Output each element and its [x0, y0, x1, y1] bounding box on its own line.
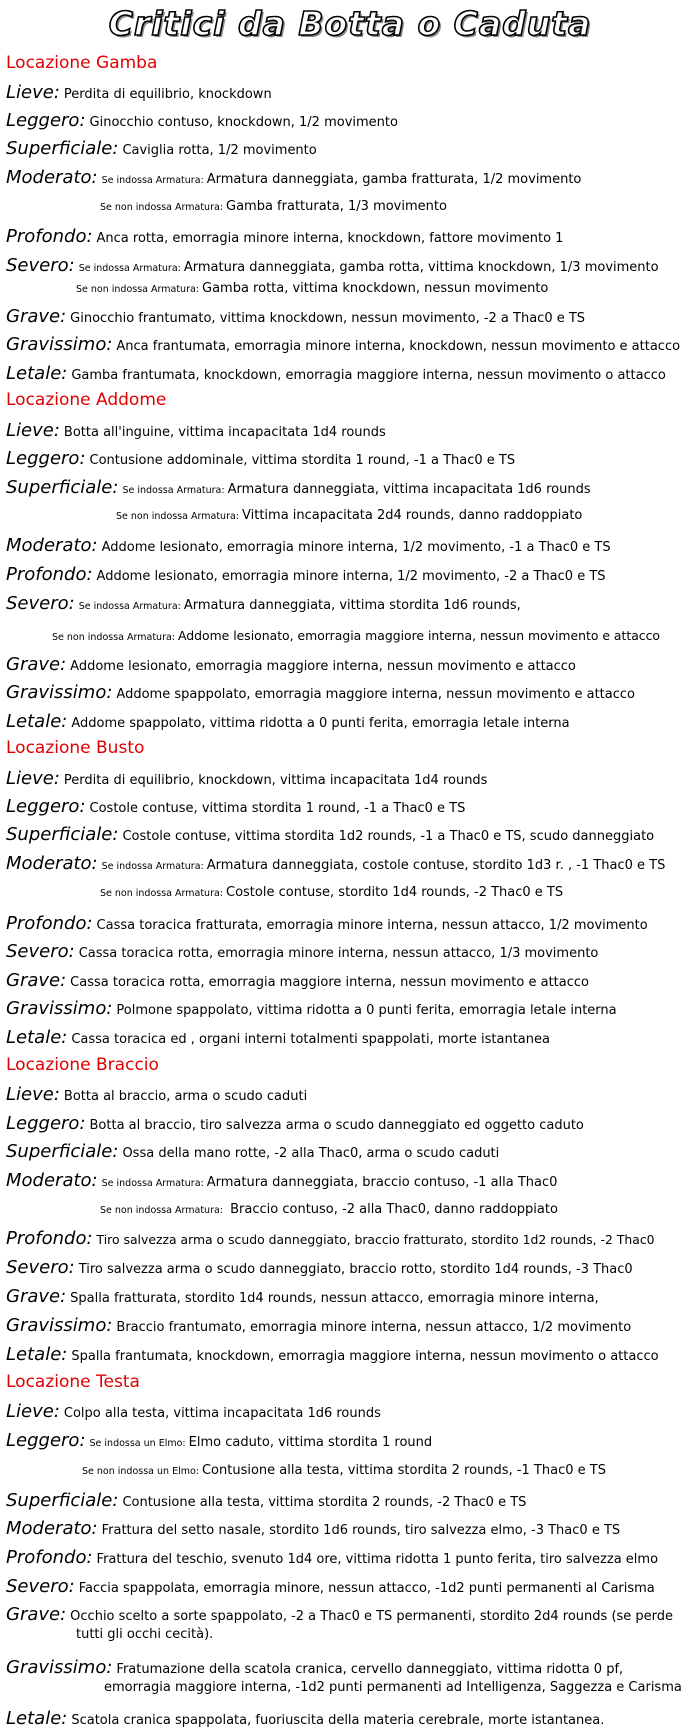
level-label: Lieve: — [6, 1084, 60, 1105]
level-label: Grave: — [6, 1604, 67, 1625]
entry-testa-leggero-alt — [82, 1463, 606, 1478]
entry-text: Frattura del setto nasale, stordito 1d6 rounds, tiro salvezza elmo, -3 Thac0 e TS — [101, 1523, 621, 1538]
level-label: Leggero: — [6, 1113, 86, 1134]
condition-label: Se indossa Armatura: — [101, 1178, 204, 1189]
entry-text: Contusione alla testa, vittima stordita 2 rounds, -2 Thac0 e TS — [122, 1495, 527, 1510]
entry-testa-gravissimo — [6, 1657, 623, 1678]
level-label: Moderato: — [6, 535, 98, 556]
level-label: Moderato: — [6, 1518, 98, 1539]
condition-label: Se non indossa Armatura: — [100, 202, 223, 213]
entry-addome-grave — [6, 654, 576, 675]
condition-label: Se indossa un Elmo: — [89, 1438, 186, 1449]
entry-busto-grave — [6, 970, 589, 991]
entry-addome-profondo — [6, 564, 606, 585]
level-label: Lieve: — [6, 420, 60, 441]
level-label: Leggero: — [6, 1430, 86, 1451]
level-label: Moderato: — [6, 167, 98, 188]
level-label: Grave: — [6, 1286, 67, 1307]
entry-text: Armatura danneggiata, gamba rotta, vittima knockdown, 1/3 movimento — [183, 260, 659, 275]
entry-busto-moderato-alt — [100, 885, 563, 900]
level-label: Letale: — [6, 1708, 68, 1729]
entry-text: Gamba rotta, vittima knockdown, nessun movimento — [202, 281, 549, 296]
condition-label: Se non indossa Armatura: — [100, 1205, 223, 1216]
entry-braccio-severo — [6, 1257, 633, 1278]
entry-text: Addome lesionato, emorragia minore interna, 1/2 movimento, -2 a Thac0 e TS — [96, 569, 606, 584]
level-label: Leggero: — [6, 796, 86, 817]
entry-text: Frattura del teschio, svenuto 1d4 ore, vittima ridotta 1 punto ferita, tiro salvezza elmo — [96, 1552, 659, 1567]
entry-text: Cassa toracica rotta, emorragia maggiore interna, nessun movimento e attacco — [70, 975, 589, 990]
entry-text: Braccio frantumato, emorragia minore interna, nessun attacco, 1/2 movimento — [116, 1320, 632, 1335]
entry-testa-leggero — [6, 1430, 432, 1451]
level-label: Gravissimo: — [6, 334, 113, 355]
level-label: Profondo: — [6, 564, 93, 585]
level-label: Profondo: — [6, 1547, 93, 1568]
entry-gamba-profondo — [6, 226, 563, 247]
level-label: Profondo: — [6, 913, 93, 934]
entry-text: Colpo alla testa, vittima incapacitata 1d6 rounds — [63, 1406, 381, 1421]
entry-text: Gamba frantumata, knockdown, emorragia maggiore interna, nessun movimento o attacco — [71, 368, 666, 383]
level-label: Moderato: — [6, 853, 98, 874]
entry-gamba-gravissimo — [6, 334, 680, 355]
entry-text: Addome spappolato, vittima ridotta a 0 punti ferita, emorragia letale interna — [71, 716, 570, 731]
entry-gamba-severo-alt — [76, 281, 548, 296]
entry-addome-superficiale — [6, 477, 591, 498]
entry-gamba-lieve — [6, 82, 272, 103]
level-label: Severo: — [6, 1257, 75, 1278]
entry-text: Costole contuse, vittima stordita 1d2 rounds, -1 a Thac0 e TS, scudo danneggiato — [122, 829, 655, 844]
entry-text: Costole contuse, vittima stordita 1 round, -1 a Thac0 e TS — [89, 801, 466, 816]
entry-gamba-grave — [6, 306, 585, 327]
entry-addome-leggero — [6, 448, 515, 469]
entry-text: Tiro salvezza arma o scudo danneggiato, braccio fratturato, stordito 1d2 rounds, -2 Thac0 — [96, 1232, 655, 1247]
level-label: Gravissimo: — [6, 1657, 113, 1678]
entry-text: Contusione alla testa, vittima stordita 2 rounds, -1 Thac0 e TS — [201, 1463, 606, 1478]
entry-text: Polmone spappolato, vittima ridotta a 0 punti ferita, emorragia letale interna — [116, 1003, 617, 1018]
entry-text: Cassa toracica rotta, emorragia minore interna, nessun attacco, 1/3 movimento — [78, 946, 599, 961]
entry-text: Spalla fratturata, stordito 1d4 rounds, nessun attacco, emorragia minore interna, — [70, 1291, 599, 1306]
entry-text: Perdita di equilibrio, knockdown, vittima incapacitata 1d4 rounds — [63, 773, 488, 788]
entry-addome-letale — [6, 711, 570, 732]
entry-text: Cassa toracica ed , organi interni totalmenti spappolati, morte istantanea — [71, 1032, 550, 1047]
section-heading-addome: Locazione Addome — [6, 390, 167, 410]
entry-testa-letale — [6, 1708, 604, 1729]
entry-text: Addome lesionato, emorragia maggiore interna, nessun movimento e attacco — [70, 659, 576, 674]
section-heading-busto: Locazione Busto — [6, 738, 145, 758]
entry-braccio-moderato-alt — [100, 1202, 558, 1217]
entry-text: Cassa toracica fratturata, emorragia minore interna, nessun attacco, 1/2 movimento — [96, 918, 648, 933]
entry-text: Armatura danneggiata, gamba fratturata, 1/2 movimento — [206, 172, 582, 187]
entry-testa-severo — [6, 1576, 655, 1597]
entry-braccio-profondo — [6, 1228, 655, 1249]
entry-text: Addome lesionato, emorragia maggiore interna, nessun movimento e attacco — [178, 628, 661, 643]
entry-busto-superficiale — [6, 824, 654, 845]
entry-busto-letale — [6, 1027, 550, 1048]
entry-gamba-severo — [6, 255, 659, 276]
entry-text: Occhio scelto a sorte spappolato, -2 a Thac0 e TS permanenti, stordito 2d4 rounds (se perde — [70, 1609, 674, 1624]
entry-text: Tiro salvezza arma o scudo danneggiato, braccio rotto, stordito 1d4 rounds, -3 Thac0 — [78, 1262, 633, 1277]
entry-braccio-leggero — [6, 1113, 584, 1134]
entry-text: Spalla frantumata, knockdown, emorragia maggiore interna, nessun movimento o attacco — [71, 1349, 659, 1364]
entry-gamba-moderato-alt — [100, 199, 447, 214]
entry-text: Elmo caduto, vittima stordita 1 round — [188, 1435, 433, 1450]
entry-gamba-superficiale — [6, 138, 317, 159]
entry-addome-moderato — [6, 535, 611, 556]
entry-braccio-moderato — [6, 1170, 557, 1191]
condition-label: Se indossa Armatura: — [78, 263, 181, 274]
entry-busto-gravissimo — [6, 998, 617, 1019]
entry-text: Perdita di equilibrio, knockdown — [63, 87, 272, 102]
entry-text: Braccio contuso, -2 alla Thac0, danno raddoppiato — [226, 1202, 558, 1217]
entry-testa-profondo — [6, 1547, 658, 1568]
level-label: Moderato: — [6, 1170, 98, 1191]
section-heading-gamba: Locazione Gamba — [6, 53, 158, 73]
entry-text: Armatura danneggiata, braccio contuso, -1 alla Thac0 — [206, 1175, 558, 1190]
level-label: Grave: — [6, 306, 67, 327]
entry-text: Faccia spappolata, emorragia minore, nessun attacco, -1d2 punti permanenti al Carisma — [78, 1581, 655, 1596]
level-label: Leggero: — [6, 448, 86, 469]
level-label: Superficiale: — [6, 138, 119, 159]
entry-braccio-superficiale — [6, 1141, 499, 1162]
level-label: Severo: — [6, 941, 75, 962]
entry-text: Contusione addominale, vittima stordita 1 round, -1 a Thac0 e TS — [89, 453, 516, 468]
entry-text: Ginocchio contuso, knockdown, 1/2 movimento — [89, 115, 398, 130]
level-label: Letale: — [6, 711, 68, 732]
section-heading-braccio: Locazione Braccio — [6, 1055, 159, 1075]
level-label: Grave: — [6, 970, 67, 991]
level-label: Lieve: — [6, 82, 60, 103]
entry-testa-moderato — [6, 1518, 620, 1539]
entry-braccio-grave — [6, 1286, 599, 1307]
entry-text: Anca frantumata, emorragia minore interna, knockdown, nessun movimento e attacco — [116, 339, 681, 354]
level-label: Profondo: — [6, 226, 93, 247]
level-label: Letale: — [6, 1344, 68, 1365]
condition-label: Se non indossa Armatura: — [76, 284, 199, 295]
level-label: Superficiale: — [6, 824, 119, 845]
level-label: Grave: — [6, 654, 67, 675]
entry-testa-lieve — [6, 1401, 381, 1422]
entry-text: Caviglia rotta, 1/2 movimento — [122, 143, 317, 158]
entry-text: Anca rotta, emorragia minore interna, knockdown, fattore movimento 1 — [96, 231, 564, 246]
entry-busto-severo — [6, 941, 598, 962]
condition-label: Se indossa Armatura: — [78, 601, 181, 612]
entry-text: Armatura danneggiata, vittima stordita 1d6 rounds, — [183, 598, 521, 613]
entry-text: Costole contuse, stordito 1d4 rounds, -2 Thac0 e TS — [226, 885, 564, 900]
condition-label: Se non indossa Armatura: — [52, 632, 175, 643]
level-label: Lieve: — [6, 1401, 60, 1422]
level-label: Lieve: — [6, 768, 60, 789]
entry-text: Addome spappolato, emorragia maggiore interna, nessun movimento e attacco — [116, 687, 635, 702]
condition-label: Se non indossa Armatura: — [100, 888, 223, 899]
entry-text: Botta al braccio, tiro salvezza arma o scudo danneggiato ed oggetto caduto — [89, 1118, 584, 1133]
entry-braccio-gravissimo — [6, 1315, 631, 1336]
entry-addome-severo — [6, 593, 521, 614]
level-label: Superficiale: — [6, 1490, 119, 1511]
entry-testa-superficiale — [6, 1490, 526, 1511]
entry-text: Scatola cranica spappolata, fuoriuscita della materia cerebrale, morte istantanea. — [71, 1713, 605, 1728]
level-label: Superficiale: — [6, 477, 119, 498]
entry-addome-superficiale-alt — [116, 508, 582, 523]
entry-text: Armatura danneggiata, vittima incapacitata 1d6 rounds — [227, 482, 591, 497]
level-label: Letale: — [6, 363, 68, 384]
entry-text: Addome lesionato, emorragia minore interna, 1/2 movimento, -1 a Thac0 e TS — [101, 540, 611, 555]
level-label: Gravissimo: — [6, 682, 113, 703]
entry-busto-profondo — [6, 913, 648, 934]
entry-text: Botta al braccio, arma o scudo caduti — [63, 1089, 308, 1104]
entry-testa-gravissimo-cont: emorragia maggiore interna, -1d2 punti permanenti ad Intelligenza, Saggezza e Carisma — [104, 1680, 682, 1695]
entry-text: Fratumazione della scatola cranica, cervello danneggiato, vittima ridotta 0 pf, — [116, 1662, 624, 1677]
entry-gamba-leggero — [6, 110, 398, 131]
condition-label: Se non indossa Armatura: — [116, 511, 239, 522]
entry-text: Armatura danneggiata, costole contuse, stordito 1d3 r. , -1 Thac0 e TS — [206, 858, 666, 873]
entry-text: Ginocchio frantumato, vittima knockdown, nessun movimento, -2 a Thac0 e TS — [70, 311, 586, 326]
entry-gamba-moderato — [6, 167, 581, 188]
entry-text: Gamba fratturata, 1/3 movimento — [226, 199, 447, 214]
condition-label: Se non indossa un Elmo: — [82, 1466, 199, 1477]
entry-busto-moderato — [6, 853, 665, 874]
entry-testa-grave — [6, 1604, 673, 1625]
entry-testa-grave-cont: tutti gli occhi cecità). — [76, 1627, 214, 1642]
level-label: Severo: — [6, 1576, 75, 1597]
entry-busto-leggero — [6, 796, 465, 817]
entry-addome-lieve — [6, 420, 386, 441]
condition-label: Se indossa Armatura: — [122, 485, 225, 496]
entry-text: Ossa della mano rotte, -2 alla Thac0, arma o scudo caduti — [122, 1146, 500, 1161]
page-title: Critici da Botta o Caduta — [108, 4, 592, 43]
condition-label: Se indossa Armatura: — [101, 861, 204, 872]
entry-gamba-letale — [6, 363, 666, 384]
level-label: Profondo: — [6, 1228, 93, 1249]
level-label: Superficiale: — [6, 1141, 119, 1162]
entry-busto-lieve — [6, 768, 487, 789]
entry-text: Vittima incapacitata 2d4 rounds, danno raddoppiato — [242, 508, 583, 523]
entry-addome-gravissimo — [6, 682, 635, 703]
level-label: Gravissimo: — [6, 1315, 113, 1336]
level-label: Severo: — [6, 593, 75, 614]
entry-braccio-letale — [6, 1344, 659, 1365]
condition-label: Se indossa Armatura: — [101, 175, 204, 186]
level-label: Gravissimo: — [6, 998, 113, 1019]
entry-text: Botta all'inguine, vittima incapacitata 1d4 rounds — [63, 425, 386, 440]
entry-addome-severo-alt — [52, 628, 660, 643]
level-label: Severo: — [6, 255, 75, 276]
level-label: Leggero: — [6, 110, 86, 131]
section-heading-testa: Locazione Testa — [6, 1372, 140, 1392]
entry-braccio-lieve — [6, 1084, 307, 1105]
level-label: Letale: — [6, 1027, 68, 1048]
